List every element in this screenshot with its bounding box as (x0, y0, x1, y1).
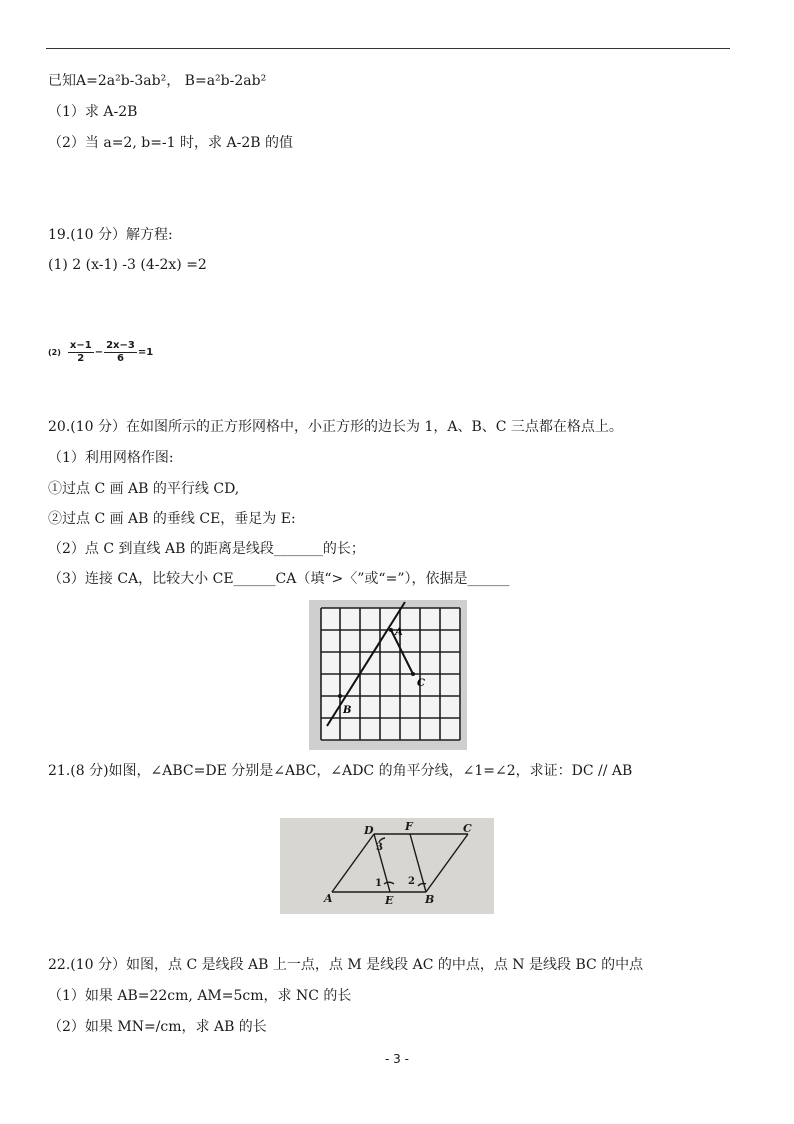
problem20-part2: （2）点 C 到直线 AB 的距离是线段_______的长； (48, 541, 365, 557)
problem20-title: 20.(10 分）在如图所示的正方形网格中，小正方形的边长为 1，A、B、C 三点都在格点上。 (48, 419, 623, 435)
label-a: A (324, 892, 333, 905)
minus-sign: − (94, 347, 104, 358)
label-c: C (463, 822, 472, 835)
problem19-eq2 (48, 340, 153, 365)
eq2-rhs: =1 (137, 347, 154, 358)
problem21-title: 21.(8 分)如图，∠ABC=DE 分别是∠ABC，∠ADC 的角平分线，∠1=∠2，求证：DC // AB (48, 763, 633, 779)
label-angle-2: 2 (408, 876, 415, 887)
label-a: A (395, 627, 403, 638)
problem18-given: 已知A=2a²b-3ab²， B=a²b-2ab² (48, 73, 267, 89)
grid-figure (309, 600, 467, 750)
label-d: D (364, 824, 374, 837)
fraction-1-numerator: x−1 (69, 340, 92, 351)
label-c: C (417, 678, 425, 689)
header-rule (46, 48, 730, 49)
fraction-1-denominator: 2 (77, 353, 85, 364)
label-b: B (425, 893, 435, 906)
problem18-part1: （1）求 A-2B (48, 104, 138, 120)
label-e: E (385, 894, 394, 907)
eq2-label: (2) (48, 348, 61, 357)
page-number: - 3 - (385, 1052, 409, 1066)
problem19-eq1: (1) 2 (x-1) -3 (4-2x) =2 (48, 257, 207, 273)
point-a (389, 628, 393, 632)
problem22-part2: （2）如果 MN=/cm，求 AB 的长 (48, 1019, 267, 1035)
problem20-step2: ②过点 C 画 AB 的垂线 CE，垂足为 E: (48, 511, 296, 527)
label-f: F (405, 820, 413, 833)
label-angle-1: 1 (375, 878, 382, 889)
label-angle-3: 3 (376, 842, 383, 853)
problem20-step1: ①过点 C 画 AB 的平行线 CD, (48, 481, 240, 497)
parallelogram-figure (280, 818, 494, 914)
point-c (411, 672, 415, 676)
problem20-part1: （1）利用网格作图: (48, 450, 174, 466)
fraction-2 (104, 340, 137, 365)
fraction-2-denominator: 6 (116, 353, 124, 364)
fraction-2-numerator: 2x−3 (106, 340, 135, 351)
label-b: B (343, 705, 352, 716)
problem20-part3: （3）连接 CA，比较大小 CE______CA（填“>〈”或“=”），依据是______ (48, 571, 510, 587)
problem18-part2: （2）当 a=2, b=-1 时，求 A-2B 的值 (48, 135, 293, 151)
fraction-1 (68, 340, 94, 365)
problem22-title: 22.(10 分）如图，点 C 是线段 AB 上一点，点 M 是线段 AC 的中点，点 N 是线段 BC 的中点 (48, 957, 644, 973)
point-b (338, 694, 342, 698)
problem22-part1: （1）如果 AB=22cm, AM=5cm，求 NC 的长 (48, 988, 352, 1004)
problem19-title: 19.(10 分）解方程: (48, 227, 173, 243)
